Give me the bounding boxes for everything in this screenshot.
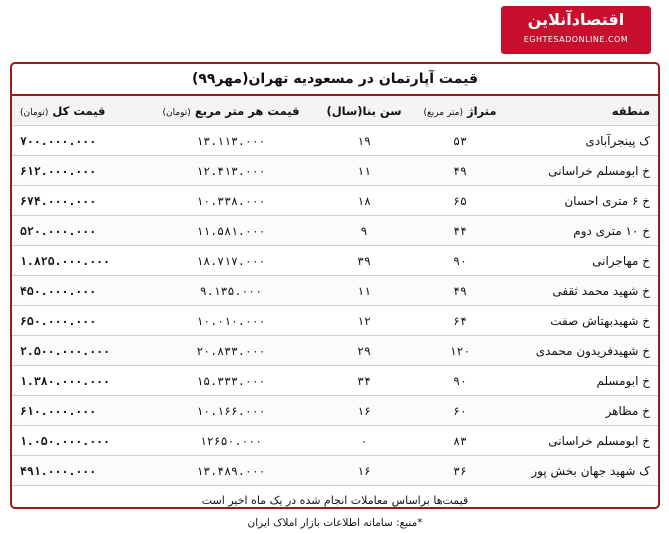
table-row: [12, 336, 658, 366]
cell-price-per-m: ۱۰.۳۳۸.۰۰۰: [146, 186, 316, 216]
cell-area: ۶۵: [412, 186, 508, 216]
cell-price-per-m: ۱۳.۱۱۳.۰۰۰: [146, 126, 316, 156]
cell-age: ۱۸: [316, 186, 412, 216]
logo-text-fa: اقتصادآنلاین: [527, 10, 625, 29]
header-total-price: قیمت کل (تومان): [12, 96, 146, 126]
cell-price-per-m: ۹.۱۳۵.۰۰۰: [146, 276, 316, 306]
cell-area: ۴۹: [412, 156, 508, 186]
cell-age: ۳۴: [316, 366, 412, 396]
table-row: [12, 186, 658, 216]
cell-total: ۱.۸۲۵.۰۰۰.۰۰۰: [12, 246, 146, 276]
cell-total: ۱.۳۸۰.۰۰۰.۰۰۰: [12, 366, 146, 396]
cell-area: ۹۰: [412, 366, 508, 396]
cell-region: خ ۱۰ متری دوم: [508, 216, 658, 246]
header-region: منطقه: [508, 96, 658, 126]
cell-price-per-m: ۲۰.۸۳۳.۰۰۰: [146, 336, 316, 366]
cell-area: ۱۲۰: [412, 336, 508, 366]
table-row: [12, 246, 658, 276]
cell-area: ۸۳: [412, 426, 508, 456]
cell-age: ۱۶: [316, 396, 412, 426]
cell-age: ۰: [316, 426, 412, 456]
cell-area: ۵۳: [412, 126, 508, 156]
table-row: [12, 216, 658, 246]
table-row: [12, 396, 658, 426]
cell-total: ۶۱۰.۰۰۰.۰۰۰: [12, 396, 146, 426]
table-header-row: [12, 96, 658, 126]
table-row: [12, 126, 658, 156]
table-row: [12, 276, 658, 306]
cell-region: خ شهید محمد ثقفی: [508, 276, 658, 306]
cell-area: ۳۶: [412, 456, 508, 486]
cell-age: ۱۲: [316, 306, 412, 336]
cell-region: ک شهید جهان بخش پور: [508, 456, 658, 486]
cell-region: ک پینجرآبادی: [508, 126, 658, 156]
cell-age: ۹: [316, 216, 412, 246]
cell-price-per-m: ۱۲۶۵۰.۰۰۰: [146, 426, 316, 456]
cell-total: ۴۵۰.۰۰۰.۰۰۰: [12, 276, 146, 306]
table-row: [12, 366, 658, 396]
cell-total: ۶۷۴.۰۰۰.۰۰۰: [12, 186, 146, 216]
cell-price-per-m: ۱۲.۴۱۳.۰۰۰: [146, 156, 316, 186]
cell-region: خ مهاجرانی: [508, 246, 658, 276]
header-price-per-meter: قیمت هر متر مربع (تومان): [146, 96, 316, 126]
note-basis: قیمت‌ها براساس معاملات انجام شده در یک ماه اخیر است: [201, 494, 469, 507]
cell-total: ۲.۵۰۰.۰۰۰.۰۰۰: [12, 336, 146, 366]
table-row: [12, 156, 658, 186]
cell-age: ۳۹: [316, 246, 412, 276]
cell-region: خ ابومسلم خراسانی: [508, 426, 658, 456]
table-row: [12, 456, 658, 486]
cell-total: ۴۹۱.۰۰۰.۰۰۰: [12, 456, 146, 486]
header-age: سن بنا(سال): [316, 96, 412, 126]
cell-region: خ شهیدبهتاش صفت: [508, 306, 658, 336]
cell-total: ۶۵۰.۰۰۰.۰۰۰: [12, 306, 146, 336]
cell-area: ۶۴: [412, 306, 508, 336]
cell-area: ۴۴: [412, 216, 508, 246]
cell-total: ۱.۰۵۰.۰۰۰.۰۰۰: [12, 426, 146, 456]
cell-age: ۱۹: [316, 126, 412, 156]
cell-price-per-m: ۱۸.۷۱۷.۰۰۰: [146, 246, 316, 276]
cell-total: ۶۱۲.۰۰۰.۰۰۰: [12, 156, 146, 186]
footnotes: [12, 486, 658, 534]
cell-age: ۱۱: [316, 156, 412, 186]
cell-area: ۴۹: [412, 276, 508, 306]
cell-age: ۲۹: [316, 336, 412, 366]
cell-region: خ شهیدفریدون محمدی: [508, 336, 658, 366]
cell-price-per-m: ۱۰.۰۱۰.۰۰۰: [146, 306, 316, 336]
cell-total: ۷۰۰.۰۰۰.۰۰۰: [12, 126, 146, 156]
table-row: [12, 426, 658, 456]
note-source: *منبع: سامانه اطلاعات بازار املاک ایران: [247, 517, 423, 529]
cell-age: ۱۶: [316, 456, 412, 486]
cell-price-per-m: ۱۳.۴۸۹.۰۰۰: [146, 456, 316, 486]
cell-region: خ ابومسلم: [508, 366, 658, 396]
cell-price-per-m: ۱۵.۳۳۳.۰۰۰: [146, 366, 316, 396]
table-row: [12, 306, 658, 336]
cell-price-per-m: ۱۰.۱۶۶.۰۰۰: [146, 396, 316, 426]
cell-total: ۵۲۰.۰۰۰.۰۰۰: [12, 216, 146, 246]
cell-area: ۹۰: [412, 246, 508, 276]
logo-text-en: EGHTESADONLINE.COM: [523, 35, 629, 44]
cell-region: خ ۶ متری احسان: [508, 186, 658, 216]
cell-price-per-m: ۱۱.۵۸۱.۰۰۰: [146, 216, 316, 246]
price-table-card: [10, 62, 660, 529]
cell-region: خ مظاهر: [508, 396, 658, 426]
table-title: قیمت آپارتمان در مسعودیه تهران(مهر۹۹): [12, 64, 658, 96]
price-table: [12, 96, 658, 486]
cell-age: ۱۱: [316, 276, 412, 306]
cell-region: خ ابومسلم خراسانی: [508, 156, 658, 186]
brand-logo: [501, 6, 651, 54]
header-area: متراژ (متر مربع): [412, 96, 508, 126]
cell-area: ۶۰: [412, 396, 508, 426]
